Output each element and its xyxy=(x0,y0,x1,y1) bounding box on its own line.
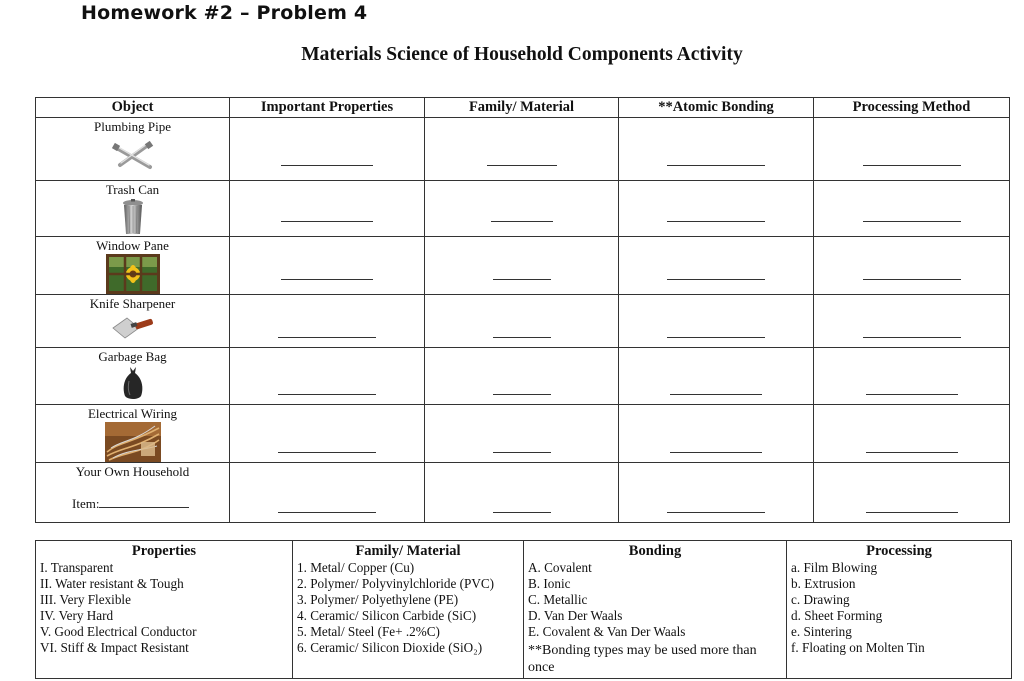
legend-properties-title: Properties xyxy=(131,543,197,559)
legend-processing xyxy=(787,541,1012,679)
bonding-answer-cell[interactable] xyxy=(619,405,814,463)
processing-answer-cell[interactable] xyxy=(814,295,1010,348)
family-answer-cell[interactable] xyxy=(425,295,619,348)
legend-item: VI. Stiff & Impact Resistant xyxy=(40,640,189,655)
table-row xyxy=(36,181,1010,237)
legend-item: 1. Metal/ Copper (Cu) xyxy=(297,560,415,575)
answer-line[interactable] xyxy=(281,165,373,166)
answer-line[interactable] xyxy=(281,279,373,280)
answer-line[interactable] xyxy=(670,394,762,395)
legend-bonding-title: Bonding xyxy=(628,543,682,559)
object-cell xyxy=(36,348,230,405)
answer-line[interactable] xyxy=(866,512,958,513)
table-row xyxy=(36,237,1010,295)
properties-answer-cell[interactable] xyxy=(230,463,425,523)
answer-line[interactable] xyxy=(667,279,765,280)
object-label: Window Pane xyxy=(96,238,169,253)
bonding-answer-cell[interactable] xyxy=(619,348,814,405)
answer-line[interactable] xyxy=(866,452,958,453)
legend-item: I. Transparent xyxy=(40,560,114,575)
legend-item: f. Floating on Molten Tin xyxy=(791,640,925,655)
processing-answer-cell[interactable] xyxy=(814,463,1010,523)
answer-line[interactable] xyxy=(667,221,765,222)
legend-item: B. Ionic xyxy=(528,576,571,591)
legend-properties xyxy=(36,541,293,679)
answer-line[interactable] xyxy=(863,337,961,338)
bonding-answer-cell[interactable] xyxy=(619,181,814,237)
family-answer-cell[interactable] xyxy=(425,181,619,237)
answer-line[interactable] xyxy=(493,337,551,338)
homework-title: Homework #2 – Problem 4 xyxy=(81,2,368,24)
object-label: Plumbing Pipe xyxy=(94,119,171,134)
properties-answer-cell[interactable] xyxy=(230,181,425,237)
object-cell xyxy=(36,405,230,463)
legend-item: 6. Ceramic/ Silicon Dioxide (SiO₂) xyxy=(297,640,483,655)
legend-item: e. Sintering xyxy=(791,624,852,639)
legend-item: b. Extrusion xyxy=(791,576,856,591)
answer-line[interactable] xyxy=(493,452,551,453)
answer-line[interactable] xyxy=(278,452,376,453)
garbage-bag-icon xyxy=(122,366,144,400)
table-row xyxy=(36,463,1010,523)
answer-line[interactable] xyxy=(278,394,376,395)
legend-item: c. Drawing xyxy=(791,592,850,607)
answer-line[interactable] xyxy=(670,452,762,453)
legend-item: C. Metallic xyxy=(528,592,588,607)
family-answer-cell[interactable] xyxy=(425,463,619,523)
object-label: Knife Sharpener xyxy=(89,296,176,311)
legend-family-title: Family/ Material xyxy=(355,543,461,559)
own-item-label: Item: xyxy=(72,496,100,511)
family-answer-cell[interactable] xyxy=(425,118,619,181)
legend-item: II. Water resistant & Tough xyxy=(40,576,184,591)
table-row xyxy=(36,295,1010,348)
table-row xyxy=(36,405,1010,463)
object-cell xyxy=(36,463,230,523)
object-cell xyxy=(36,237,230,295)
answer-line[interactable] xyxy=(863,221,961,222)
answer-line[interactable] xyxy=(863,165,961,166)
processing-answer-cell[interactable] xyxy=(814,118,1010,181)
legend-item: IV. Very Hard xyxy=(40,608,114,623)
bonding-note: **Bonding types may be used more than once xyxy=(528,643,757,675)
legend-row xyxy=(36,541,1012,679)
answer-line[interactable] xyxy=(491,221,553,222)
legend-table xyxy=(35,540,1012,679)
legend-item: E. Covalent & Van Der Waals xyxy=(528,624,686,639)
legend-item: A. Covalent xyxy=(528,560,592,575)
legend-item: a. Film Blowing xyxy=(791,560,878,575)
column-header-object: Object xyxy=(36,98,230,118)
column-header-bonding: **Atomic Bonding xyxy=(619,98,814,118)
answer-line[interactable] xyxy=(667,512,765,513)
object-label: Electrical Wiring xyxy=(87,406,178,421)
properties-answer-cell[interactable] xyxy=(230,295,425,348)
object-label: Trash Can xyxy=(105,182,160,197)
family-answer-cell[interactable] xyxy=(425,237,619,295)
table-row xyxy=(36,118,1010,181)
column-header-processing: Processing Method xyxy=(814,98,1010,118)
properties-answer-cell[interactable] xyxy=(230,405,425,463)
processing-answer-cell[interactable] xyxy=(814,348,1010,405)
object-label: Your Own Household xyxy=(75,464,190,479)
legend-item: 4. Ceramic/ Silicon Carbide (SiC) xyxy=(297,608,477,623)
column-header-family: Family/ Material xyxy=(425,98,619,118)
answer-line[interactable] xyxy=(487,165,557,166)
own-item-row xyxy=(36,496,229,512)
family-answer-cell[interactable] xyxy=(425,348,619,405)
properties-answer-cell[interactable] xyxy=(230,118,425,181)
object-cell xyxy=(36,295,230,348)
legend-item: 5. Metal/ Steel (Fe+ .2%C) xyxy=(297,624,440,639)
answer-line[interactable] xyxy=(493,512,551,513)
table-row xyxy=(36,348,1010,405)
properties-answer-cell[interactable] xyxy=(230,348,425,405)
legend-family xyxy=(293,541,524,679)
answer-line[interactable] xyxy=(493,394,551,395)
answer-line[interactable] xyxy=(281,221,373,222)
processing-answer-cell[interactable] xyxy=(814,181,1010,237)
page-title: Materials Science of Household Components Activity xyxy=(301,44,743,65)
object-cell xyxy=(36,118,230,181)
processing-answer-cell[interactable] xyxy=(814,237,1010,295)
properties-answer-cell[interactable] xyxy=(230,237,425,295)
object-cell xyxy=(36,181,230,237)
answer-line[interactable] xyxy=(278,512,376,513)
knife-sharpener-icon xyxy=(111,314,155,340)
legend-item: d. Sheet Forming xyxy=(791,608,883,623)
legend-processing-title: Processing xyxy=(866,543,932,559)
legend-item: 2. Polymer/ Polyvinylchloride (PVC) xyxy=(297,576,495,591)
answer-line[interactable] xyxy=(493,279,551,280)
legend-item: V. Good Electrical Conductor xyxy=(40,624,197,639)
activity-table xyxy=(35,97,1010,523)
legend-item: III. Very Flexible xyxy=(40,592,131,607)
bonding-answer-cell[interactable] xyxy=(619,463,814,523)
answer-line[interactable] xyxy=(667,337,765,338)
electrical-wiring-icon xyxy=(105,422,161,462)
bonding-answer-cell[interactable] xyxy=(619,295,814,348)
answer-line[interactable] xyxy=(863,279,961,280)
table-header-row xyxy=(36,98,1010,118)
legend-bonding xyxy=(524,541,787,679)
answer-line[interactable] xyxy=(667,165,765,166)
answer-line[interactable] xyxy=(278,337,376,338)
trash-can-icon xyxy=(122,199,144,235)
legend-item: D. Van Der Waals xyxy=(528,608,623,623)
window-pane-icon xyxy=(106,254,160,294)
pipe-icon xyxy=(110,139,156,173)
processing-answer-cell[interactable] xyxy=(814,405,1010,463)
answer-line[interactable] xyxy=(866,394,958,395)
bonding-answer-cell[interactable] xyxy=(619,237,814,295)
bonding-answer-cell[interactable] xyxy=(619,118,814,181)
family-answer-cell[interactable] xyxy=(425,405,619,463)
own-item-line[interactable] xyxy=(99,496,189,508)
legend-item: 3. Polymer/ Polyethylene (PE) xyxy=(297,592,459,607)
object-label: Garbage Bag xyxy=(98,349,167,364)
column-header-properties: Important Properties xyxy=(230,98,425,118)
